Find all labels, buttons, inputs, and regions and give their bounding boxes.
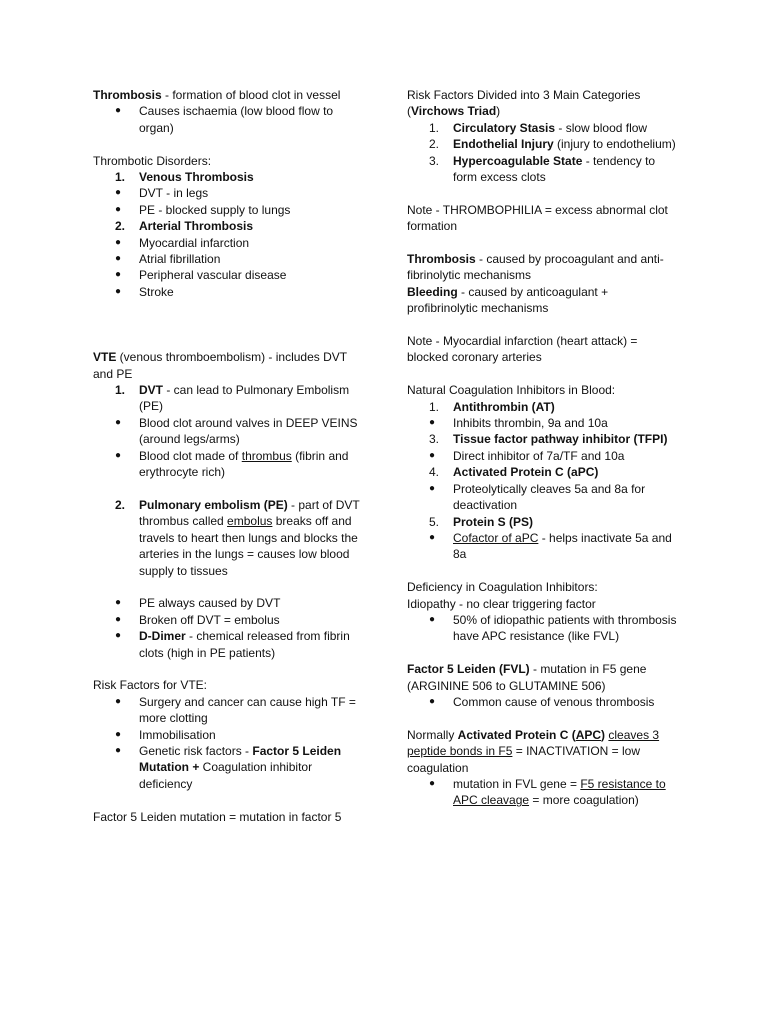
bullet-icon: ●: [115, 416, 122, 428]
bullet-icon: ●: [429, 777, 436, 789]
right-column: [407, 87, 677, 809]
text: - caused by procoagulant and anti-fibrinolytic mechanisms: [407, 252, 664, 283]
vte-heading: [93, 349, 365, 382]
text: PE - blocked supply to lungs: [139, 202, 291, 217]
text: Blood clot made of: [139, 448, 242, 463]
list-item: [93, 251, 365, 267]
text: Proteolytically cleaves 5a and 8a for deactivation: [453, 481, 646, 513]
paragraph: [407, 661, 677, 694]
text: Myocardial infarction: [139, 235, 250, 250]
text: Surgery and cancer can cause high TF = more clotting: [139, 694, 356, 726]
text: Activated Protein C (aPC): [453, 465, 599, 480]
list-item: [93, 382, 365, 415]
text: = more coagulation): [529, 793, 639, 808]
list-number: 1.: [429, 120, 440, 135]
list-number: 2.: [115, 497, 126, 512]
list-item: [407, 431, 677, 447]
list-item: [93, 169, 365, 185]
text: PE always caused by DVT: [139, 596, 281, 611]
bullet-icon: ●: [115, 449, 122, 461]
list-item: [93, 284, 365, 300]
bullet-icon: ●: [429, 449, 436, 461]
list-item: [407, 530, 677, 563]
term: Thrombosis: [407, 252, 476, 267]
text: - formation of blood clot in vessel: [161, 88, 341, 102]
list-item: [407, 464, 677, 480]
text: - mutation in F5 gene (ARGININE 506 to GLUTAMINE 506): [407, 662, 647, 693]
list-item: [93, 235, 365, 251]
bullet-icon: ●: [115, 236, 122, 248]
bullet-icon: ●: [115, 203, 122, 215]
list-number: 3.: [429, 153, 440, 168]
paragraph: [407, 727, 677, 776]
text: (fibrin and erythrocyte rich): [139, 448, 349, 480]
term: Hypercoagulable State: [453, 153, 583, 168]
list-number: 1.: [115, 170, 126, 185]
list-item: [93, 267, 365, 283]
underlined-term: F5 resistance to APC cleavage: [453, 776, 666, 808]
list-item: [407, 399, 677, 415]
list-item: [93, 185, 365, 201]
left-column: [93, 87, 365, 825]
list-number: 4.: [429, 465, 440, 480]
text: DVT - in legs: [139, 186, 209, 201]
list-item: [407, 514, 677, 530]
list-item: [93, 628, 365, 661]
spacer: [407, 235, 677, 251]
text: Peripheral vascular disease: [139, 268, 287, 283]
bullet-icon: ●: [115, 744, 122, 756]
term: DVT: [139, 383, 163, 398]
text: Inhibits thrombin, 9a and 10a: [453, 416, 608, 431]
list-number: 3.: [429, 432, 440, 447]
list-item: [407, 136, 677, 152]
spacer: [93, 579, 365, 595]
bullet-icon: ●: [429, 482, 436, 494]
underlined-term: thrombus: [241, 448, 292, 463]
bullet-icon: ●: [429, 531, 436, 543]
spacer: [93, 661, 365, 677]
spacer: [93, 792, 365, 808]
text: (injury to endothelium): [553, 137, 676, 152]
note: Note - Myocardial infarction (heart attack) = blocked coronary arteries: [407, 334, 638, 365]
section-heading: [407, 87, 677, 120]
bullet-icon: ●: [115, 105, 122, 117]
list-item: [93, 415, 365, 448]
underlined-term: embolus: [227, 514, 273, 529]
underlined-term: APC: [575, 727, 602, 742]
bullet-icon: ●: [115, 613, 122, 625]
text: - chemical released from fibrin clots (high in PE patients): [139, 629, 350, 660]
list-number: 1.: [429, 399, 440, 414]
text: Atrial fibrillation: [139, 252, 221, 267]
bullet-icon: ●: [115, 695, 122, 707]
list-item: [93, 612, 365, 628]
paragraph: [407, 251, 677, 284]
text: Risk Factors Divided into 3 Main Categories (: [407, 88, 641, 119]
text: Arterial Thrombosis: [139, 219, 254, 234]
spacer: [407, 185, 677, 201]
term: Activated Protein C (: [457, 727, 576, 742]
spacer: [407, 317, 677, 333]
text: Tissue factor pathway inhibitor (TFPI): [453, 432, 668, 447]
term: ): [601, 727, 609, 742]
text: Common cause of venous thrombosis: [453, 694, 655, 709]
spacer: [407, 645, 677, 661]
text: - tendency to form excess clots: [453, 153, 656, 185]
text: Blood clot around valves in DEEP VEINS (around legs/arms): [139, 415, 358, 447]
text: breaks off and travels to heart then lungs and blocks the arteries in the lungs = causes low blood supply to tissues: [139, 514, 358, 578]
text: - slow blood flow: [555, 120, 648, 135]
bullet-icon: ●: [429, 695, 436, 707]
paragraph: Idiopathy - no clear triggering factor: [407, 596, 596, 611]
bullet-icon: ●: [115, 597, 122, 609]
bullet-icon: ●: [429, 613, 436, 625]
list-number: 2.: [115, 219, 126, 234]
text: ): [496, 104, 501, 119]
thrombosis-definition: [93, 87, 365, 103]
list-item: [407, 120, 677, 136]
list-item: [93, 202, 365, 218]
list-number: 2.: [429, 137, 440, 152]
text: (venous thromboembolism) - includes DVT and PE: [93, 350, 347, 381]
list-item: [93, 727, 365, 743]
bullet-icon: ●: [115, 253, 122, 265]
term: D-Dimer: [139, 629, 186, 644]
text: - part of DVT thrombus called: [139, 497, 360, 529]
term: Bleeding: [407, 284, 458, 299]
text: = INACTIVATION = low coagulation: [407, 744, 641, 775]
spacer: [93, 136, 365, 152]
list-item: [93, 595, 365, 611]
spacer: [407, 563, 677, 579]
text: Broken off DVT = embolus: [139, 612, 280, 627]
spacer: [93, 481, 365, 497]
bullet-icon: ●: [115, 728, 122, 740]
list-number: 1.: [115, 383, 126, 398]
term: Pulmonary embolism (PE): [139, 497, 288, 512]
list-item: [407, 694, 677, 710]
list-item: [407, 153, 677, 186]
text: mutation in FVL gene =: [453, 776, 581, 791]
list-item: [93, 218, 365, 234]
text: Immobilisation: [139, 727, 216, 742]
underlined-term: Cofactor of aPC: [453, 530, 539, 545]
section-heading: Thrombotic Disorders:: [93, 153, 212, 168]
section-heading: Deficiency in Coagulation Inhibitors:: [407, 580, 598, 595]
text: Genetic risk factors -: [139, 743, 253, 758]
list-item: [407, 415, 677, 431]
text: Antithrombin (AT): [453, 399, 555, 414]
list-item: [93, 448, 365, 481]
text: Direct inhibitor of 7a/TF and 10a: [453, 448, 625, 463]
note: Note - THROMBOPHILIA = excess abnormal clot formation: [407, 202, 668, 234]
bullet-icon: ●: [115, 285, 122, 297]
spacer: [93, 300, 365, 349]
text: 50% of idiopathic patients with thrombosis have APC resistance (like FVL): [453, 612, 677, 644]
list-item: [407, 612, 677, 645]
term: Thrombosis: [93, 88, 162, 102]
paragraph: [407, 284, 677, 317]
term: Factor 5 Leiden Mutation +: [139, 743, 342, 775]
list-item: [93, 743, 365, 792]
section-heading: Risk Factors for VTE:: [93, 678, 208, 693]
bullet-icon: ●: [115, 630, 122, 642]
list-item: [407, 481, 677, 514]
list-item: [93, 103, 365, 136]
text: Venous Thrombosis: [139, 170, 254, 185]
list-item: [407, 776, 677, 809]
underlined-term: cleaves 3 peptide bonds in F5: [407, 727, 660, 759]
term: Factor 5 Leiden (FVL): [407, 662, 530, 677]
list-item: [93, 497, 365, 579]
list-item: [407, 448, 677, 464]
spacer: [407, 710, 677, 726]
term: Circulatory Stasis: [453, 120, 556, 135]
section-heading: Natural Coagulation Inhibitors in Blood:: [407, 383, 616, 398]
text: - can lead to Pulmonary Embolism (PE): [139, 383, 350, 414]
text: Causes ischaemia (low blood flow to organ): [139, 104, 334, 135]
list-number: 5.: [429, 514, 440, 529]
text: - caused by anticoagulant + profibrinolytic mechanisms: [407, 284, 609, 316]
paragraph: Factor 5 Leiden mutation = mutation in factor 5: [93, 809, 342, 824]
term: Endothelial Injury: [453, 137, 554, 152]
text: Stroke: [139, 284, 174, 299]
bullet-icon: ●: [115, 187, 122, 199]
bullet-icon: ●: [429, 417, 436, 429]
text: - helps inactivate 5a and 8a: [453, 530, 672, 562]
text: Normally: [407, 727, 458, 742]
text: Protein S (PS): [453, 514, 534, 529]
list-item: [93, 694, 365, 727]
bullet-icon: ●: [115, 269, 122, 281]
text: Coagulation inhibitor deficiency: [139, 760, 313, 791]
term: VTE: [93, 350, 117, 365]
term: Virchows Triad: [411, 104, 497, 119]
spacer: [407, 366, 677, 382]
